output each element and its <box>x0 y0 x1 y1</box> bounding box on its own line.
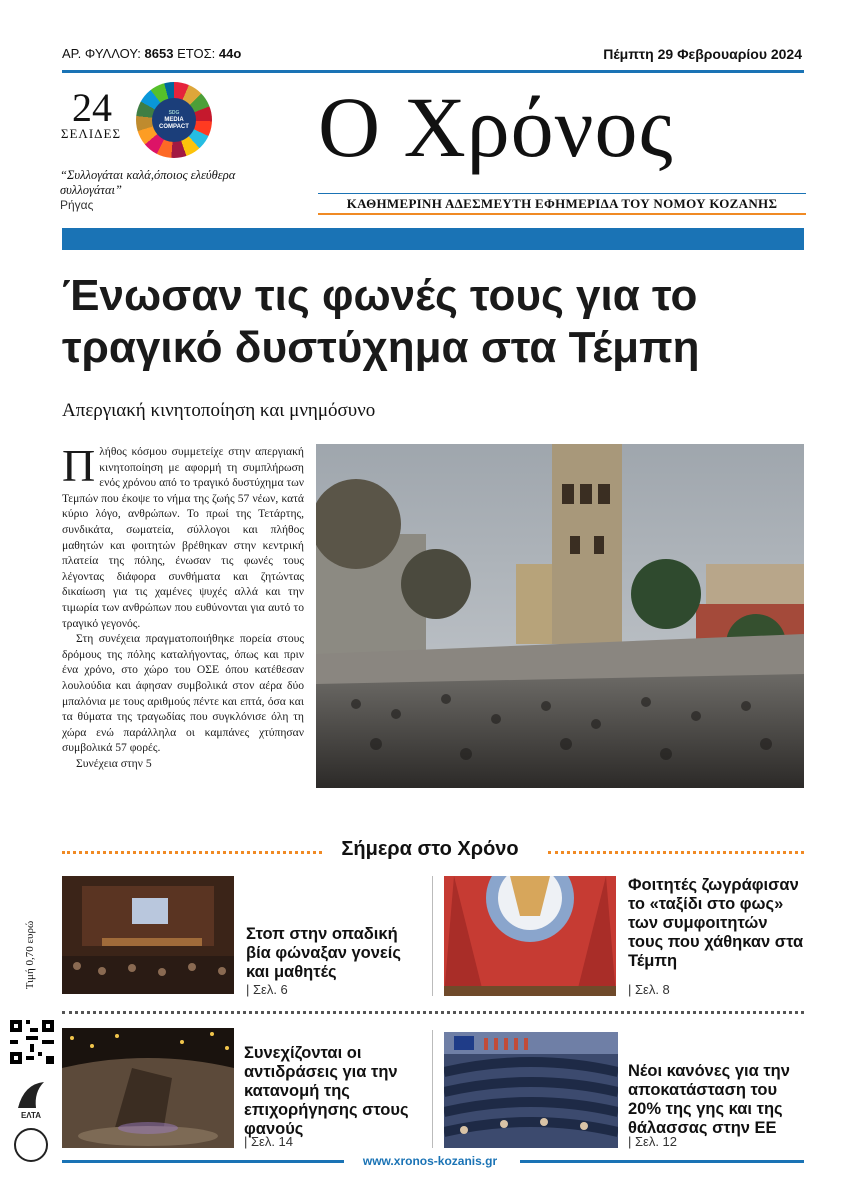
teaser-4-photo[interactable] <box>444 1032 618 1148</box>
issue-date: Πέμπτη 29 Φεβρουαρίου 2024 <box>603 46 802 62</box>
teaser-1-page: | Σελ. 6 <box>246 982 288 997</box>
year-label: ΕΤΟΣ: <box>177 46 216 61</box>
section-title: Σήμερα στο Χρόνο <box>341 838 519 860</box>
section-dots-right <box>548 851 804 854</box>
issue-label: ΑΡ. ΦΥΛΛΟΥ: <box>62 46 141 61</box>
masthead-quote: “Συλλογάται καλά,όποιος ελεύθερα συλλογάται” <box>60 168 236 197</box>
teaser-divider-top <box>432 876 433 996</box>
lead-photo-clock-tower-square <box>316 444 804 788</box>
teaser-row-divider <box>62 1011 804 1014</box>
lead-article <box>62 440 304 771</box>
quote-author: Ρήγας <box>60 198 94 212</box>
teaser-2-photo[interactable] <box>444 876 616 996</box>
tagline-rule-top <box>318 193 806 194</box>
newspaper-logo: Ο Χρόνος <box>318 79 674 175</box>
badge-line: SDG <box>168 109 180 116</box>
article-paragraph: Στη συνέχεια πραγματοποιήθηκε πορεία στους δρόμους της πόλης καταλήγοντας, όπως και πριν ένα χρόνο, στο χώρο του ΟΣΕ όπου κατέθεσαν λουλούδια και άφησαν συμβολικά στον αέρα δύο μπαλόνια με τους αριθμούς πέντε και επτά, όσα και τα θύματα της τραγωδίας που συγκλόνισε όλη τη χώρα ενώ παράλληλα οι καμπάνες χτύπησαν συμβολικά 57 φορές. <box>62 632 304 755</box>
lead-headline: Ένωσαν τις φωνές τους για το τραγικό δυστύχημα στα Τέμπη <box>62 271 700 372</box>
lead-subheadline: Απεργιακή κινητοποίηση και μνημόσυνο <box>62 400 376 421</box>
teaser-1-photo[interactable] <box>62 876 234 994</box>
issue-number: 8653 <box>144 46 174 61</box>
qr-code-icon[interactable] <box>10 1020 54 1064</box>
teaser-4-title[interactable]: Νέοι κανόνες για την αποκατάσταση του 20% της γης και της θάλασσας στην ΕΕ <box>628 1062 790 1137</box>
tagline: ΚΑΘΗΜΕΡΙΝΗ ΑΔΕΣΜΕΥΤΗ ΕΦΗΜΕΡΙΔΑ ΤΟΥ ΝΟΜΟΥ ΚΟΖΑΝΗΣ <box>346 196 778 211</box>
teaser-3-page: | Σελ. 14 <box>244 1134 294 1149</box>
teaser-divider-bottom <box>432 1030 433 1148</box>
teaser-3-title[interactable]: Συνεχίζονται οι αντιδράσεις για την κατανομή της επιχορήγησης στους φανούς <box>244 1044 409 1138</box>
teaser-2-title[interactable]: Φοιτητές ζωγράφισαν το «ταξίδι στο φως» των συμφοιτητών τους που χάθηκαν στα Τέμπη <box>628 876 804 970</box>
teaser-3-photo[interactable] <box>62 1028 234 1148</box>
pages-word: ΣΕΛΙΔΕΣ <box>60 126 122 141</box>
price-label <box>20 900 40 1010</box>
year-number: 44ο <box>218 46 242 61</box>
teaser-2-page: | Σελ. 8 <box>628 982 670 997</box>
footer-rule-right <box>520 1160 804 1163</box>
teaser-4-page: | Σελ. 12 <box>628 1134 678 1149</box>
issue-info <box>62 46 241 61</box>
continued-link[interactable]: Συνέχεια στην 5 <box>76 756 152 770</box>
price-text: Τιμή 0,70 ευρώ <box>24 920 36 990</box>
badge-line: MEDIA <box>164 116 184 123</box>
teaser-1-title[interactable]: Στοπ στην οπαδική βία φώναξαν γονείς και μαθητές <box>246 925 401 981</box>
tagline-rule-bottom <box>318 213 806 215</box>
pages-count: 24 <box>72 85 112 130</box>
blue-banner <box>62 228 804 250</box>
article-paragraph: Πλήθος κόσμου συμμετείχε στην απεργιακή κινητοποίηση με αφορμή τη συμπλήρωση ενός χρόνου από το τραγικό δυστύχημα των Τεμπών που έκοψε το νήμα της ζωής 57 νέων, κατά κύριο λόγο, ανθρώπων. Το πρωί της Τετάρτης, συνδικάτα, σωματεία, σύλλογοι και πλήθος μαθητών και φοιτητών βρέθηκαν στην κεντρική πλατεία της πόλης, ένωσαν τις φωνές τους λέγοντας διάφορα συνθήματα και ζητώντας δικαίωση για τις χαμένες ψυχές αλλά και την τιμωρία των ανθρώπων που ευθύνονται για αυτό το τραγικό γεγονός. <box>62 440 304 630</box>
website-link[interactable]: www.xronos-kozanis.gr <box>362 1154 498 1168</box>
elta-label: ΕΛΤΑ <box>20 1111 42 1120</box>
sdg-badge-text <box>152 98 196 142</box>
badge-line: COMPACT <box>159 123 189 130</box>
elta-postal-icon <box>14 1078 48 1122</box>
